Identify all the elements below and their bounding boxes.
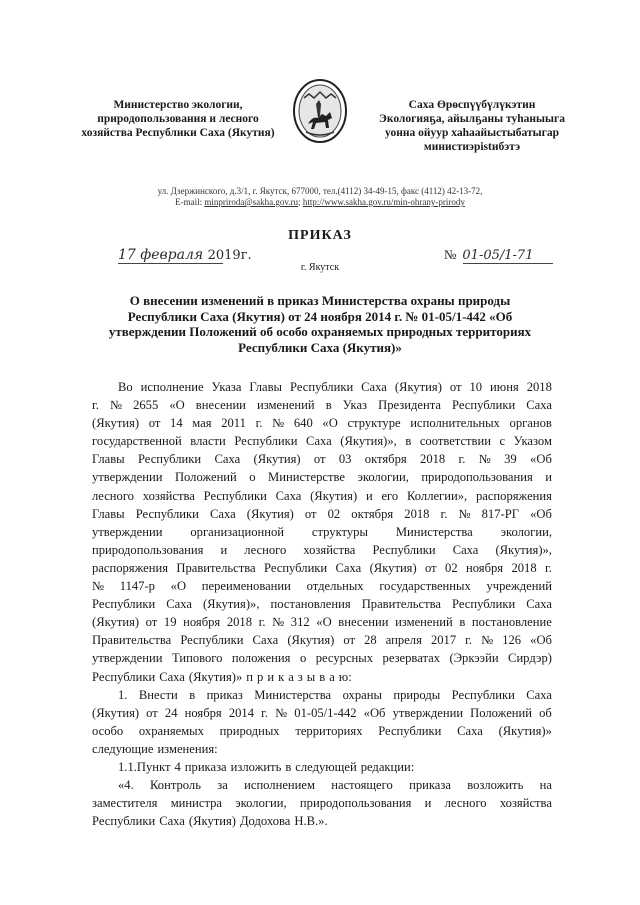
body-line: Во исполнение Указа Главы Республики Саха (Якутия) от 10 июня 2018 [118,380,552,394]
body-line: распоряжения Правительства Республики Саха (Якутия) от 02 ноября 2018 г. [92,560,552,575]
coat-of-arms-emblem [292,78,348,144]
ministry-address: ул. Дзержинского, д.3/1, г. Якутск, 677000, тел.(4112) 34-49-15, факс (4112) 42-13-72, E-mail: minpriroda@sakha.gov.ru; http://www.sakha.gov.ru/min-ohrany-prirody [157,186,483,207]
body-line: Главы Республики Саха (Якутия) от 02 октября 2018 г. № 817-РГ «Об [92,506,552,521]
body-line: г. № 2655 «О внесении изменений в Указ Президента Республики Саха [92,398,552,413]
body-line: Главы Республики Саха (Якутия) от 03 октября 2018 г. № 39 «Об [92,452,552,467]
body-line: 1.1.Пункт 4 приказа изложить в следующей редакции: [118,759,415,774]
body-line: (Якутия) от 14 мая 2011 г. № 640 «О структуре исполнительных органов [92,416,552,431]
body-line: утверждении организационной структуры Министерства экологии, [92,524,552,539]
body-line: заместителя министра экологии, природопользования и лесного хозяйства [92,796,552,811]
body-line: особо охраняемых природных территориях Республики Саха (Якутия)» [92,723,552,738]
body-line: 1. Внести в приказ Министерства охраны природы Республики Саха [118,687,552,702]
body-line: Правительства Республики Саха (Якутия) от 28 апреля 2017 г. № 126 «Об [92,633,552,648]
city: г. Якутск [300,262,340,273]
website-link[interactable]: http://www.sakha.gov.ru/min-ohrany-prirody [302,197,465,207]
body-line: Республики Саха (Якутия)» п р и к а з ы в а ю: [92,669,352,684]
body-line: Республики Саха (Якутия) Додохова Н.В.». [92,814,328,829]
ministry-name-russian: Министерство экологии, природопользования и лесного хозяйства Республики Саха (Якутия) [81,99,275,139]
document-title: ПРИКАЗ [288,228,352,243]
body-line: «4. Контроль за исполнением настоящего приказа возложить на [118,778,552,793]
body-line: государственной власти Республики Саха (Якутия)», в соответствии с Указом [92,434,552,449]
ministry-name-yakut: Саха Өрөспүүбүлүкэтин Экологияҕа, айылҕаны туһаныыга уонна ойуур хаһаайыстыбатыгар министиэрistибэтэ [379,99,565,153]
body-line: Республики Саха (Якутия)», постановления Правительства Республики Саха [92,597,552,612]
body-line: (Якутия) от 19 ноября 2018 г. № 312 «О внесении изменений в постановление [92,615,552,630]
body-line: лесного хозяйства Республики Саха (Якутия) и его Коллегии», распоряжения [92,488,552,503]
order-date: 17 февраля 2019г. [118,247,252,263]
body-line: (Якутия) от 24 ноября 2014 г. № 01-05/1-442 «Об утверждении Положений об [92,705,552,720]
order-subject: О внесении изменений в приказ Министерства охраны природы Республики Саха (Якутия) от 24 ноября 2014 г. № 01-05/1-442 «Об утверждении Положений об особо охраняемых природных территориях Республики Саха (Якутия)» [108,293,532,355]
handwritten-date: 17 февраля [118,247,204,263]
order-number: № 01-05/1-71 [444,247,534,263]
body-line: утверждении Типового положения о ресурсных резерватах (Эркээйи Сирдэр) [92,651,552,666]
body-line: утверждении Положений о Министерстве экологии, природопользования и [92,470,552,485]
body-line: № 1147-р «О переименовании отдельных государственных учреждений [92,579,552,594]
email-link[interactable]: minpriroda@sakha.gov.ru [204,197,299,207]
body-line: следующие изменения: [92,741,218,756]
handwritten-number: 01-05/1-71 [462,248,534,263]
order-body [92,378,552,830]
body-line: природопользования и лесного хозяйства Республики Саха (Якутия)», [92,542,552,557]
